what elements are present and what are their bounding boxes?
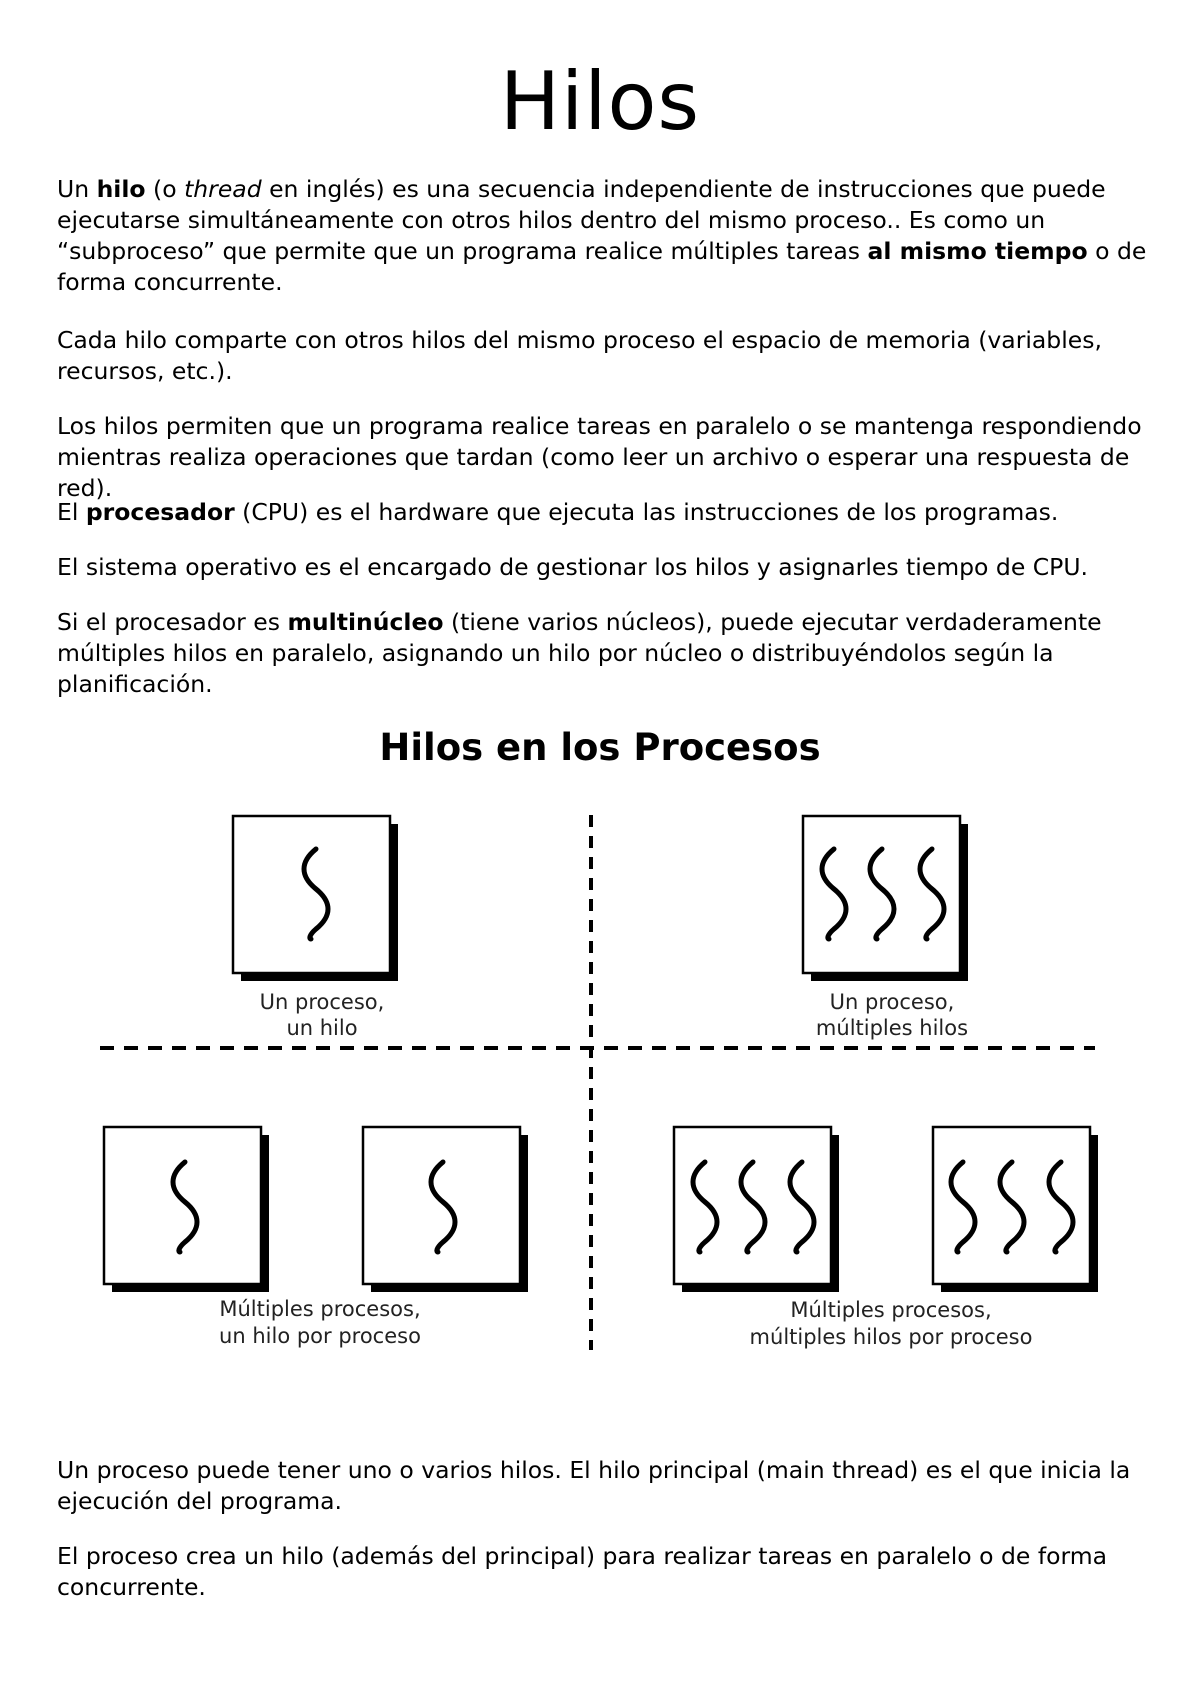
caption-q3-line1: Múltiples procesos,: [219, 1297, 421, 1321]
thread-wave-icon: [951, 1162, 975, 1252]
paragraph-main-thread: Un proceso puede tener uno o varios hilos. El hilo principal (main thread) es el que inicia la ejecución del programa.: [57, 1456, 1131, 1515]
process-box-single-thread: [233, 816, 398, 981]
paragraph-processor: El procesador (CPU) es el hardware que ejecuta las instrucciones de los programas.: [57, 498, 1059, 526]
term-multinucleo: multinúcleo: [287, 608, 444, 636]
term-al-mismo-tiempo: al mismo tiempo: [867, 237, 1088, 265]
process-box-multi-thread: [933, 1127, 1098, 1292]
term-thread: thread: [184, 175, 262, 203]
caption-q4-line1: Múltiples procesos,: [790, 1298, 992, 1322]
thread-wave-icon: [920, 849, 944, 939]
caption-q1-line2: un hilo: [286, 1016, 358, 1040]
thread-wave-icon: [304, 849, 328, 939]
caption-q1-line1: Un proceso,: [259, 990, 385, 1014]
thread-wave-icon: [173, 1162, 197, 1252]
thread-wave-icon: [431, 1162, 455, 1252]
page-title: Hilos: [499, 55, 701, 148]
diagram-title: Hilos en los Procesos: [379, 726, 821, 769]
caption-q2-line1: Un proceso,: [829, 990, 955, 1014]
process-box-multi-thread: [674, 1127, 839, 1292]
caption-q3-line2: un hilo por proceso: [219, 1324, 421, 1348]
thread-wave-icon: [1000, 1162, 1024, 1252]
paragraph-creates-thread: El proceso crea un hilo (además del principal) para realizar tareas en paralelo o de forma concurrente.: [57, 1542, 1108, 1601]
caption-q2-line2: múltiples hilos: [815, 1016, 969, 1040]
thread-wave-icon: [822, 849, 846, 939]
process-box-single-thread: [363, 1127, 528, 1292]
thread-wave-icon: [1049, 1162, 1073, 1252]
paragraph-shared-memory: Cada hilo comparte con otros hilos del mismo proceso el espacio de memoria (variables, recursos, etc.).: [57, 326, 1102, 385]
thread-wave-icon: [693, 1162, 717, 1252]
term-hilo: hilo: [96, 175, 146, 203]
thread-wave-icon: [870, 849, 894, 939]
paragraph-operating-system: El sistema operativo es el encargado de gestionar los hilos y asignarles tiempo de CPU.: [57, 553, 1088, 581]
paragraph-parallel-tasks: Los hilos permiten que un programa realice tareas en paralelo o se mantenga respondiendo mientras realiza operaciones que tardan (como leer un archivo o esperar una respuesta de red).: [57, 412, 1142, 502]
caption-q4-line2: múltiples hilos por proceso: [749, 1325, 1033, 1349]
process-box-single-thread: [104, 1127, 269, 1292]
thread-wave-icon: [790, 1162, 814, 1252]
term-procesador: procesador: [85, 498, 235, 526]
thread-wave-icon: [741, 1162, 765, 1252]
process-box-multi-thread: [803, 816, 968, 981]
paragraph-multicore: Si el procesador es multinúcleo (tiene varios núcleos), puede ejecutar verdaderamente múltiples hilos en paralelo, asignando un hilo por núcleo o distribuyéndolos según la planificación.: [57, 608, 1102, 698]
paragraph-hilo-definition: Un hilo (o thread en inglés) es una secuencia independiente de instrucciones que puede ejecutarse simultáneamente con otros hilos dentro del mismo proceso.. Es como un “subproceso” que permite que un programa realice múltiples tareas al mismo tiempo o de forma concurrente.: [57, 175, 1147, 296]
